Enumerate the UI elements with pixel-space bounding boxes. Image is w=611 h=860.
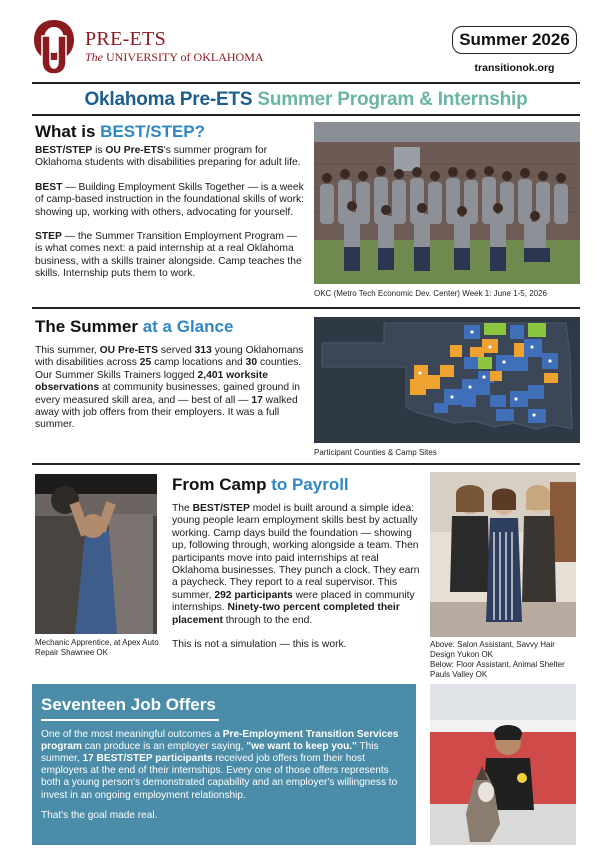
stat-job-offers: 17 — [251, 394, 263, 406]
camp-paragraph-1 — [172, 503, 422, 627]
camp-heading-plain: From Camp — [172, 475, 272, 494]
title-rule — [32, 114, 580, 116]
what-heading-plain: What is — [35, 122, 101, 141]
section-rule-2 — [32, 463, 580, 465]
stat-served: 313 — [194, 345, 212, 356]
org-name: PRE-ETS — [85, 28, 166, 50]
bold-best-step: BEST/STEP — [192, 503, 250, 514]
job-offers-panel — [32, 684, 416, 845]
text: walked away with job offers from their employers. It was a full summer. — [35, 394, 298, 431]
camp-heading — [172, 476, 349, 493]
text: This summer, — [41, 740, 379, 764]
text: at community businesses, gained ground in every measured skill area, and — best of all — — [35, 382, 300, 406]
county-map-image — [314, 317, 580, 443]
text: model is built around a simple idea: young people learn employment skills best by actually working. Camp days build the foundation — showing up, following through, working alongside a team. Then participants move into paid internships at real Oklahoma businesses. They punch a clock. They earn a paycheck. They report to a real supervisor. This summer, — [172, 503, 420, 601]
stat-completion: Ninety-two percent completed their placement — [172, 602, 400, 626]
camp-text — [172, 503, 422, 651]
group-photo — [314, 122, 580, 284]
county-map — [314, 317, 580, 443]
text: served — [158, 345, 195, 356]
what-heading — [35, 123, 205, 140]
text: — Building Employment Skills Together — is a week of camp-based instruction in the foundational skills of work: showing up, working with others, advocating for yourself. — [35, 181, 305, 218]
shelter-caption: Below: Floor Assistant, Animal Shelter Pauls Valley OK — [430, 660, 565, 679]
stat-camp-locations: 25 — [139, 357, 152, 369]
camp-paragraph-2: This is not a simulation — this is work. — [172, 639, 347, 651]
salon-photo-image — [430, 472, 576, 637]
bold-program: Pre-Employment Transition Services program — [41, 728, 399, 752]
bold-ou-pre-ets: OU Pre-ETS — [105, 145, 164, 156]
job-offers-closing: That's the goal made real. — [41, 809, 158, 821]
group-photo-caption: OKC (Metro Tech Economic Dev. Center) Week 1: June 1-5, 2026 — [314, 289, 547, 298]
text: can produce is an employer saying, — [81, 740, 247, 752]
text: through to the end. — [222, 614, 313, 626]
shelter-photo-image — [430, 684, 576, 845]
glance-heading-plain: The Summer — [35, 317, 143, 336]
stat-observations: 2,401 worksite observations — [35, 369, 268, 394]
what-paragraph-1 — [35, 145, 305, 170]
org-sub-rest: UNIVERSITY of OKLAHOMA — [106, 50, 264, 64]
job-offers-heading: Seventeen Job Offers — [41, 695, 216, 714]
stat-participants: 17 BEST/STEP participants — [82, 752, 213, 764]
section-rule-1 — [32, 307, 580, 309]
glance-heading-accent: at a Glance — [142, 317, 234, 336]
what-paragraph-3 — [35, 231, 305, 281]
salon-photo — [430, 472, 576, 637]
stat-counties: 30 — [245, 357, 258, 369]
text: — the Summer Transition Employment Program — is what comes next: a paid internship at a real Oklahoma business, with a skills trainer alongside. Camp teaches the skills. Internship puts them to work. — [35, 231, 302, 280]
bold-best-step: BEST/STEP — [35, 145, 93, 156]
text: young Oklahomans with disabilities across — [35, 345, 304, 369]
text: received job offers from their host employers at the end of their internships. Every one of those offers represents both a young person's demonstrated capability and an employer's willingness to invest in an ongoing employment relationship. — [41, 752, 398, 801]
ou-logo-icon — [30, 18, 78, 76]
mechanic-caption: Mechanic Apprentice, at Apex Auto Repair Shawnee OK — [35, 638, 159, 657]
org-sub-the: The — [85, 50, 103, 64]
org-subtitle — [85, 51, 264, 63]
mechanic-photo-image — [35, 474, 157, 634]
job-offers-underline — [41, 719, 219, 721]
what-text — [35, 145, 305, 281]
what-heading-accent: BEST/STEP? — [100, 122, 206, 141]
website-link[interactable]: transitionok.org — [474, 62, 555, 74]
mechanic-photo — [35, 474, 157, 634]
text: camp locations and — [151, 357, 246, 369]
text: One of the most meaningful outcomes a — [41, 728, 223, 740]
text: is — [92, 145, 106, 156]
main-title-part1: Oklahoma Pre-ETS — [84, 89, 253, 110]
stat-placed: 292 participants — [214, 589, 293, 601]
what-paragraph-2 — [35, 182, 305, 219]
text: 's summer program for Oklahoma students with disabilities preparing for adult life. — [35, 145, 301, 169]
header-rule — [32, 82, 580, 84]
main-title — [32, 89, 580, 111]
bold-step: STEP — [35, 231, 62, 243]
bold-best: BEST — [35, 181, 63, 193]
job-offers-paragraph — [41, 729, 407, 802]
glance-paragraph — [35, 345, 307, 432]
text: The — [172, 503, 193, 514]
bold-quote: "we want to keep you." — [246, 740, 357, 752]
glance-heading — [35, 318, 233, 335]
season-badge: Summer 2026 — [452, 26, 577, 54]
group-photo-image — [314, 122, 580, 284]
bold-ou-pre-ets: OU Pre-ETS — [99, 345, 159, 356]
text: This summer, — [35, 345, 100, 356]
main-title-part2: Summer Program & Internship — [257, 89, 528, 110]
text: were placed in community internships. — [172, 589, 415, 614]
text: counties. Our Summer Skills Trainers logged — [35, 357, 302, 381]
map-caption: Participant Counties & Camp Sites — [314, 448, 437, 457]
shelter-photo — [430, 684, 576, 845]
salon-caption: Above: Salon Assistant, Savvy Hair Design Yukon OK — [430, 640, 555, 659]
camp-heading-accent: to Payroll — [271, 475, 349, 494]
